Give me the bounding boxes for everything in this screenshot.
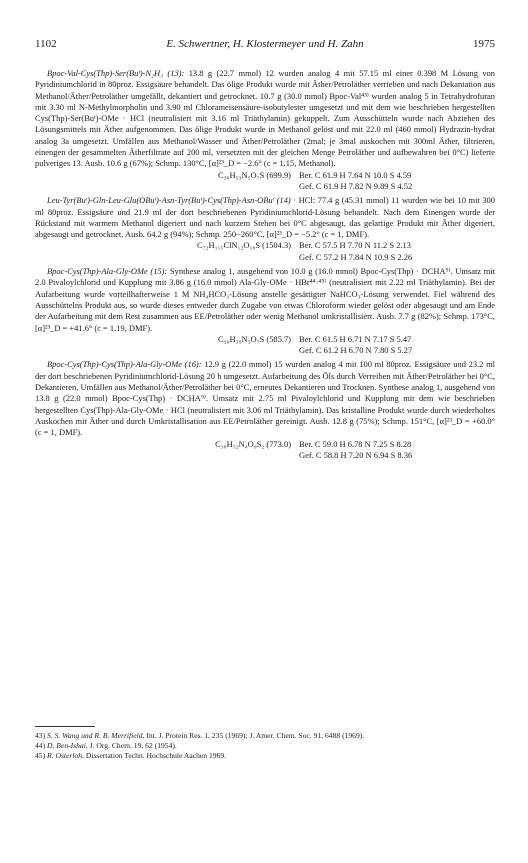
molecular-formula: C₃₈H₅₂N₄O₉S₂ (773.0) xyxy=(215,438,291,449)
footnote-citation: J. Org. Chem. 19, 62 (1954). xyxy=(87,741,177,750)
elemental-analysis xyxy=(35,170,495,193)
procedure-text: 13.8 g (22.7 mmol) 12 wurden analog 4 mit 57.15 ml einer 0.398 M Lösung von Pyridiniumchlorid in 80proz. Essigsäure behandelt. Das ölige Produkt wurde mit Äther/Petroläther verrieben und nach Dekantation aus Methanol/Äther/Petroläther umgefällt, dekantiert und getrocknet. 10.7 g (30.0 mmol) Bpoc-Val⁴³⁾ wurden analog 5 in Tetrahydrofuran mit 3.30 ml N-Methylmorpholin und 3.90 ml Chlorameisensäure-isobutylester umgesetzt und mit dem wie beschrieben hergestellten Cys(Thp)-Ser(Buᵗ)-OMe · HCl (neutralisiert mit 3.16 ml Triäthylamin) gekuppelt. Zum Ausschütteln wurde nach Abziehen des Lösungsmittels mit Äther aufgenommen. Das ölige Produkt wurde in Methanol gelöst und mit 22.0 ml (460 mmol) Hydrazin-hydrat analog 3a umgesetzt. Umfällen aus Methanol/Wasser und Äther/Petroläther (2mal; je 3mal auskochen mit 300ml Äther, filtrieren, einengen der gesammelten Ätherfiltrate auf 200 ml, versetzten mit der gleichen Menge Petroläther und aufbewahren bei 0°C) lieferte pulveriges 13. Ausb. 10.6 g (67%); Schmp. 130°C, [α]²³_D = −2.6° (c = 1.15, Methanol). xyxy=(35,68,495,169)
footnote-number: 43) xyxy=(35,731,46,740)
calculated-values: Ber. C 57.5 H 7.70 N 11.2 S 2.13 xyxy=(299,240,411,251)
article-body xyxy=(35,68,495,461)
footnote-number: 44) xyxy=(35,741,46,750)
compound-name: Bpoc-Cys(Thp)-Ala-Gly-OMe (15): xyxy=(47,266,168,277)
procedure-text: 12.9 g (22.0 mmol) 15 wurden analog 4 mit 100 ml 80proz. Essigsäure und 23.2 ml der dort beschriebenen Pyridiniumchlorid-Lösung 20 h umgesetzt. Aufarbeitung des Öls durch Verreiben mit Äther/Petroläther bei 0°C, Dekantieren, Umfällen aus Methanol/Äther/Petroläther bei 0°C, erneutes Dekantieren und Trocknen. Synthese analog 1, ausgehend von 13.8 g (22.0 mmol) Bpoc-Cys(Thp) · DCHA⁹⁾. Umsatz mit 2.75 ml Pivaloylchlorid und Kupplung mit dem wie beschrieben hergestellten Cys(Thp)-Ala-Gly-OMe · HCl (neutralisiert mit 3.06 ml Triäthylamin). Das kristalline Produkt wurde durch wiederholtes Auskochen mit Äther und durch Umkristallisation aus EE/Petroläther gereinigt. Ausb. 12.8 g (75%); Schmp. 151°C, [α]²³_D = +60.0° (c = 1, DMF). xyxy=(35,359,495,438)
footnote-45 xyxy=(35,751,495,761)
procedure-text: · HCl: 77.4 g (45.31 mmol) 11 wurden wie bei 10 mit 300 ml 80proz. Essigsäure und 21.9 ml der dort beschriebenen Pyridiniumchlorid-Lösung behandelt. Nach dem Einengen wurde der Rückstand mit warmem Methanol digeriert und nach kurzem Stehen bei 0°C abgesaugt, das gelartige Produkt mit Äther digeriert, abgesaugt und getrocknet. Ausb. 64.2 g (94%); Schmp. 250−260°C, [α]²³_D = −5.2° (c = 1, DMF). xyxy=(35,195,495,240)
calculated-values: Ber. C 61.9 H 7.64 N 10.0 S 4.59 xyxy=(299,169,412,180)
calculated-values: Ber. C 59.0 H 6.78 N 7.25 S 8.28 xyxy=(299,438,412,449)
elemental-analysis xyxy=(35,439,495,462)
footnote-citation: Int. J. Protein Res. 1, 235 (1969); J. Amer. Chem. Soc. 91, 6488 (1969). xyxy=(144,731,365,740)
footnote-authors: R. Osterloh, xyxy=(47,751,84,760)
paragraph-compound-14 xyxy=(35,195,495,240)
footnote-citation: Dissertation Techn. Hochschule Aachen 1969. xyxy=(83,751,227,760)
molecular-formula: C₃₀H₃₉N₃O₇S (585.7) xyxy=(218,333,291,344)
running-header xyxy=(35,38,495,54)
footnote-authors: D. Ben-Ishai, xyxy=(47,741,88,750)
page-number: 1102 xyxy=(35,38,57,50)
footnotes xyxy=(35,731,495,761)
found-values: Gef. C 57.2 H 7.84 N 10.9 S 2.26 xyxy=(299,251,413,262)
footnote-number: 45) xyxy=(35,751,46,760)
found-values: Gef. C 61.2 H 6.70 N 7.80 S 5.27 xyxy=(299,345,413,356)
found-values: Gef. C 61.9 H 7.82 N 9.89 S 4.52 xyxy=(299,180,413,191)
footnote-44 xyxy=(35,741,495,751)
compound-name: Leu-Tyr(Buᵗ)-Gln-Leu-Glu(OBuᵗ)-Asn-Tyr(Buᵗ)-Cys(Thp)-Asn-OBuᵗ (14) xyxy=(47,195,291,206)
molecular-formula: C₃₆H₅₃N₅O₇S (699.9) xyxy=(218,169,291,180)
footnote-43 xyxy=(35,731,495,741)
calculated-values: Ber. C 61.5 H 6.71 N 7.17 S 5.47 xyxy=(299,333,412,344)
procedure-text: Synthese analog 1, ausgehend von 10.0 g (16.0 mmol) Bpoc-Cys(Thp) · DCHA⁹⁾. Umsatz mit 2.0 Pivaloylchlorid und Kupplung mit 3.86 g (16.0 mmol) Ala-Gly-OMe · HBr⁴⁴·⁴⁵⁾ (neutralisiert mit 2.22 ml Triäthylamin). Bei der Aufarbeitung wurde vorteilhafterweise 1 M NH₄HCO₃-Lösung anstelle gesättigter NaHCO₃-Lösung verwendet. Fiel während des Ausschüttelns Produkt aus, so wurde dieses entweder durch Zugabe von etwas Chloroform wieder gelöst oder abgesaugt und am Ende der Aufarbeitung mit dem Rest zusammen aus EE/Petroläther oder wenig Methanol umkristallisiert. Ausb. 7.7 g (82%); Schmp. 173°C, [α]²³_D = +41.6° (c = 1.19, DMF). xyxy=(35,266,495,333)
paragraph-compound-15 xyxy=(35,266,495,334)
footnote-authors: S. S. Wang und R. B. Merrifield, xyxy=(47,731,145,740)
found-values: Gef. C 58.8 H 7.20 N 6.94 S 8.36 xyxy=(299,449,413,460)
footnote-divider xyxy=(35,726,95,727)
compound-name: Bpoc-Cys(Thp)-Cys(Thp)-Ala-Gly-OMe (16): xyxy=(47,359,202,370)
paragraph-compound-16 xyxy=(35,359,495,438)
elemental-analysis xyxy=(35,240,495,263)
paragraph-compound-13 xyxy=(35,68,495,170)
elemental-analysis xyxy=(35,334,495,357)
molecular-formula: C₇₂H₁₁₅ClN₁₂O₁₈S (1504.3) xyxy=(197,240,291,251)
compound-name: Bpoc-Val-Cys(Thp)-Ser(Buᵗ)-N₂H₃ (13): xyxy=(47,68,185,78)
running-title: E. Schwertner, H. Klostermeyer und H. Zahn xyxy=(166,38,364,50)
publication-year: 1975 xyxy=(473,38,495,50)
